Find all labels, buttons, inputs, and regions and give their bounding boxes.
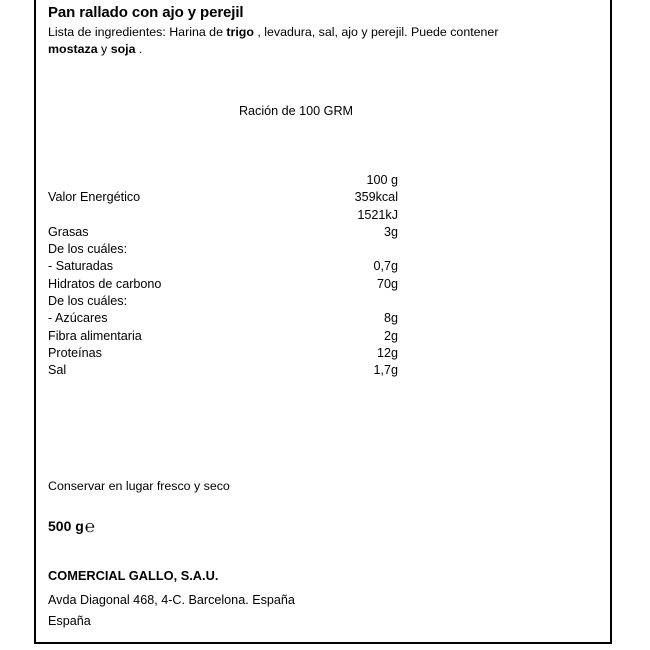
nutrition-row (48, 258, 400, 275)
ingredients-list (48, 24, 548, 58)
nutrition-table-body (48, 172, 400, 380)
nutrition-row (48, 241, 400, 258)
nutrition-row (48, 345, 400, 362)
nutrition-row-value: 8g (383, 311, 398, 326)
ingredients-mid-1: , levadura, sal, ajo y perejil. Puede contener (253, 25, 499, 39)
serving-size-heading: Ración de 100 GRM (238, 104, 354, 118)
nutrition-row-label: Grasas (48, 224, 89, 239)
allergen-trigo: trigo (226, 25, 254, 39)
nutrition-row-label (48, 207, 299, 224)
company-address: Avda Diagonal 468, 4-C. Barcelona. España (48, 593, 295, 607)
nutrition-row-label: Valor Energético (48, 190, 141, 205)
nutrition-row (48, 224, 400, 241)
nutrition-row-value (299, 293, 400, 310)
nutrition-row-label: - Saturadas (48, 259, 114, 274)
nutrition-label-panel (34, 0, 612, 644)
nutrition-row-label: De los cuáles: (48, 294, 128, 309)
nutrition-table (48, 172, 400, 380)
nutrition-row-value: 3g (383, 224, 398, 239)
nutrition-row (48, 362, 400, 379)
company-name: COMERCIAL GALLO, S.A.U. (48, 568, 219, 583)
product-title: Pan rallado con ajo y perejil (48, 4, 244, 21)
nutrition-row (48, 276, 400, 293)
nutrition-row-value: 1,7g (373, 363, 398, 378)
nutrition-row-value (299, 241, 400, 258)
nutrition-row-label: Fibra alimentaria (48, 328, 142, 343)
nutrition-row-value: 2g (383, 328, 398, 343)
ingredients-mid-2: y (97, 42, 111, 56)
nutrition-row-value: 0,7g (373, 259, 398, 274)
nutrition-row-value: 12g (376, 345, 398, 360)
net-weight (48, 516, 95, 536)
nutrition-column-header-row (48, 172, 400, 189)
nutrition-row-value: 70g (376, 276, 398, 291)
net-weight-value: 500 g (48, 518, 84, 534)
nutrition-row-label: Hidratos de carbono (48, 276, 162, 291)
nutrition-row-label: Sal (48, 363, 67, 378)
nutrition-row-label: - Azúcares (48, 311, 108, 326)
company-country: España (48, 614, 91, 628)
nutrition-header-label (48, 172, 299, 189)
nutrition-row (48, 328, 400, 345)
storage-instructions: Conservar en lugar fresco y seco (48, 479, 230, 493)
nutrition-row-value: 359kcal (354, 190, 398, 205)
ingredients-prefix: Lista de ingredientes: Harina de (48, 25, 227, 39)
nutrition-row (48, 189, 400, 206)
nutrition-row (48, 293, 400, 310)
nutrition-row (48, 207, 400, 224)
allergen-mostaza: mostaza (48, 42, 98, 56)
nutrition-row-label: De los cuáles: (48, 242, 128, 257)
nutrition-row-value: 1521kJ (357, 207, 398, 222)
ingredients-suffix: . (135, 42, 143, 56)
estimated-sign-icon: ℮ (84, 517, 96, 536)
allergen-soja: soja (110, 42, 136, 56)
nutrition-column-header: 100 g (366, 173, 398, 187)
nutrition-row (48, 310, 400, 327)
nutrition-row-label: Proteínas (48, 345, 102, 360)
